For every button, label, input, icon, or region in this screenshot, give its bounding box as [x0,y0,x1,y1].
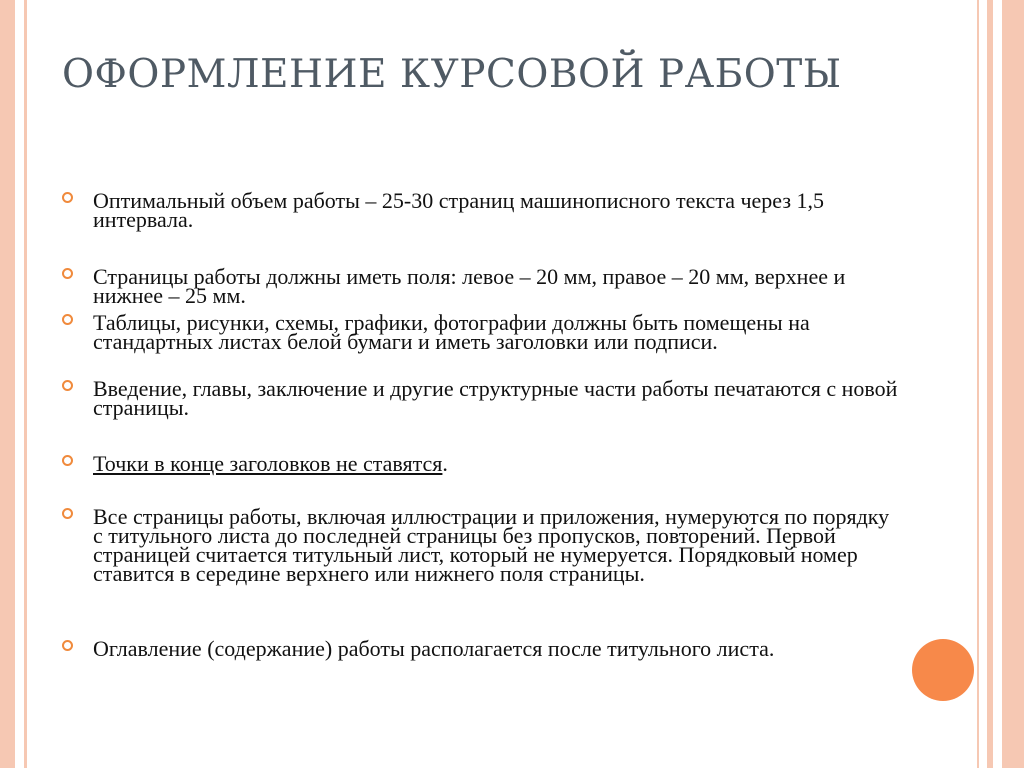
bullet-item [62,264,902,308]
bullet-text: Все страницы работы, включая иллюстрации и приложения, нумеруются по порядку с титульного листа до последней страницы без пропусков, повторений. Первой страницей считается титульный лист, который не нумеруется. Порядковый номер ставится в середине верхнего или нижнего поля страницы. [93,504,890,586]
bullet-item [62,376,902,420]
left-border-stripe [0,0,15,768]
bullet-text-tail: . [442,451,448,476]
bullet-ring-icon [62,455,73,466]
slide-title: ОФОРМЛЕНИЕ КУРСОВОЙ РАБОТЫ [62,52,842,97]
orange-circle-icon [912,639,974,701]
bullet-ring-icon [62,314,73,325]
bullet-text: Таблицы, рисунки, схемы, графики, фотографии должны быть помещены на стандартных листах белой бумаги и иметь заголовки или подписи. [93,310,810,354]
bullet-text: Оптимальный объем работы – 25-30 страниц машинописного текста через 1,5 интервала. [93,188,825,232]
bullet-text: Введение, главы, заключение и другие структурные части работы печатаются с новой страницы. [93,376,898,420]
underlined-text: Точки в конце заголовков не ставятся [93,451,443,476]
bullet-item [62,451,902,476]
bullet-ring-icon [62,640,73,651]
bullet-ring-icon [62,192,73,203]
bullet-text: Оглавление (содержание) работы располагается после титульного листа. [93,636,775,661]
bullet-text: Страницы работы должны иметь поля: левое – 20 мм, правое – 20 мм, верхнее и нижнее – 25 мм. [93,264,846,308]
bullet-ring-icon [62,268,73,279]
bullet-ring-icon [62,508,73,519]
bullet-item [62,504,902,586]
bullet-item [62,310,902,354]
bullet-text [93,451,902,476]
right-border-thin-stripe [977,0,979,768]
bullet-item [62,636,902,661]
bullet-item [62,188,902,232]
bullet-ring-icon [62,380,73,391]
right-border-stripe [1002,0,1024,768]
right-border-mid-stripe [987,0,993,768]
left-border-thin-stripe [24,0,27,768]
